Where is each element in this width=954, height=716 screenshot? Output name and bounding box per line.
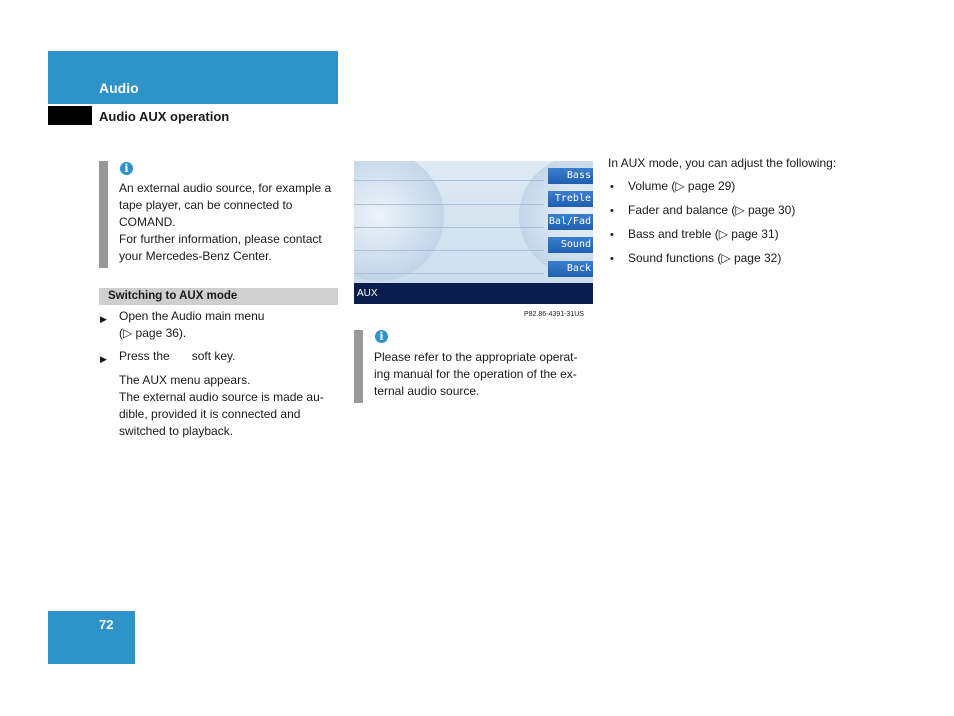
subheading: Switching to AUX mode <box>108 290 238 302</box>
step-text: (▷ page 36). <box>119 326 187 340</box>
softkey-bass: Bass <box>548 168 593 184</box>
header-tab <box>48 51 338 104</box>
comand-aux-screen <box>354 161 593 304</box>
step-1 <box>119 308 339 342</box>
screen-status-bar: AUX <box>354 283 593 304</box>
subsection-marker <box>48 106 92 125</box>
softkey-back: Back <box>548 261 593 277</box>
step-text-post: soft key. <box>191 349 236 363</box>
bullet-icon: • <box>610 205 614 217</box>
page-number: 72 <box>99 617 114 632</box>
softkey-balfad: Bal/Fad <box>548 214 593 230</box>
speaker-graphic <box>354 161 444 281</box>
info-line: An external audio source, for example a <box>119 181 332 195</box>
softkey-treble: Treble <box>548 191 593 207</box>
menu-line <box>354 273 544 274</box>
info-icon: i <box>120 162 133 175</box>
step-result <box>119 372 341 440</box>
bullet-icon: • <box>610 253 614 265</box>
bullet-icon: • <box>610 229 614 241</box>
info-line: Please refer to the appropriate operat- <box>374 350 578 364</box>
result-line: dible, provided it is connected and <box>119 407 301 421</box>
info-line: ternal audio source. <box>374 384 480 398</box>
figure-caption: P82.86-4391-31US <box>524 311 584 318</box>
list-item: Fader and balance (▷ page 30) <box>628 203 796 217</box>
info-box-bar <box>354 330 363 403</box>
step-text-pre: Press the <box>119 349 170 363</box>
step-text <box>119 348 339 365</box>
page-number-tab <box>48 611 135 664</box>
step-text: Open the Audio main menu <box>119 309 265 323</box>
softkey-sound: Sound <box>548 237 593 253</box>
menu-line <box>354 227 544 228</box>
list-item: Sound functions (▷ page 32) <box>628 251 782 265</box>
info-line: ing manual for the operation of the ex- <box>374 367 577 381</box>
triangle-right-icon: ▶ <box>100 314 107 324</box>
info-line: COMAND. <box>119 215 176 229</box>
list-item: Volume (▷ page 29) <box>628 179 736 193</box>
list-item: Bass and treble (▷ page 31) <box>628 227 779 241</box>
step-2 <box>119 348 339 365</box>
info-line: For further information, please contact <box>119 232 322 246</box>
info-box-bar <box>99 161 108 268</box>
triangle-right-icon: ▶ <box>100 354 107 364</box>
info-box-text <box>119 180 341 265</box>
info-line: your Mercedes-Benz Center. <box>119 249 272 263</box>
bullet-icon: • <box>610 181 614 193</box>
result-line: switched to playback. <box>119 424 234 438</box>
info-line: tape player, can be connected to <box>119 198 293 212</box>
info-box-text <box>374 349 596 400</box>
section-title: Audio <box>99 80 139 96</box>
aux-options-intro: In AUX mode, you can adjust the following: <box>608 156 837 170</box>
page-title: Audio AUX operation <box>99 109 230 124</box>
result-line: The AUX menu appears. <box>119 373 251 387</box>
menu-line <box>354 250 544 251</box>
menu-line <box>354 204 544 205</box>
info-icon: i <box>375 330 388 343</box>
result-line: The external audio source is made au- <box>119 390 324 404</box>
menu-line <box>354 180 544 181</box>
